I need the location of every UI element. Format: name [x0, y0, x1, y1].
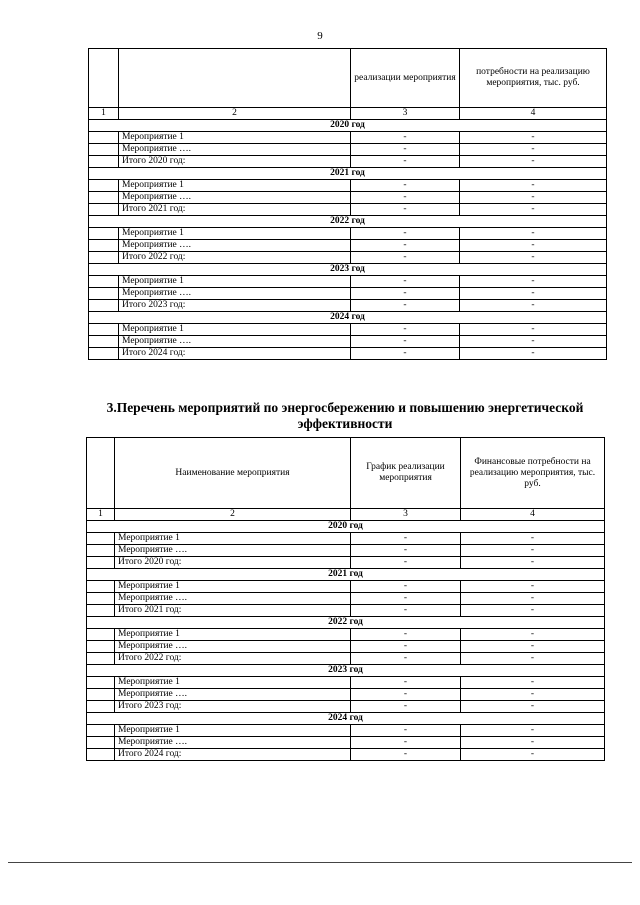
table-row	[89, 132, 607, 144]
column-number: 3	[351, 108, 460, 120]
row-number	[89, 276, 119, 288]
finance-value: -	[461, 725, 605, 737]
total-row	[89, 252, 607, 264]
measure-name: Мероприятие 1	[115, 629, 351, 641]
schedule-value: -	[351, 737, 461, 749]
schedule-value: -	[351, 725, 461, 737]
schedule-value: -	[351, 545, 461, 557]
finance-value: -	[460, 132, 607, 144]
year-label: 2022 год	[87, 617, 605, 629]
row-number	[87, 581, 115, 593]
finance-value: -	[460, 156, 607, 168]
schedule-value: -	[351, 581, 461, 593]
section-title: 3.Перечень мероприятий по энергосбережению и повышению энергетической эффективности	[106, 400, 584, 431]
header-col-schedule: График реализации мероприятия	[351, 438, 461, 509]
schedule-value: -	[351, 348, 460, 360]
column-number: 2	[115, 509, 351, 521]
measure-name: Мероприятие 1	[119, 180, 351, 192]
column-number: 3	[351, 509, 461, 521]
table-row	[87, 545, 605, 557]
measure-name: Мероприятие ….	[115, 689, 351, 701]
total-row	[89, 204, 607, 216]
year-label: 2023 год	[89, 264, 607, 276]
year-label: 2024 год	[89, 312, 607, 324]
table-row	[89, 276, 607, 288]
table-row	[87, 677, 605, 689]
year-label: 2020 год	[89, 120, 607, 132]
row-number	[89, 192, 119, 204]
year-row	[89, 312, 607, 324]
finance-value: -	[461, 653, 605, 665]
table-row	[89, 324, 607, 336]
finance-value: -	[460, 252, 607, 264]
schedule-value: -	[351, 336, 460, 348]
total-row	[89, 156, 607, 168]
total-row	[87, 749, 605, 761]
row-number	[87, 689, 115, 701]
table-row	[87, 581, 605, 593]
total-label: Итого 2020 год:	[119, 156, 351, 168]
total-label: Итого 2020 год:	[115, 557, 351, 569]
table-row	[89, 336, 607, 348]
schedule-value: -	[351, 132, 460, 144]
total-label: Итого 2024 год:	[115, 749, 351, 761]
year-row	[87, 713, 605, 725]
column-number: 2	[119, 108, 351, 120]
table-header-row	[87, 438, 605, 509]
measure-name: Мероприятие ….	[119, 240, 351, 252]
total-label: Итого 2021 год:	[115, 605, 351, 617]
row-number	[87, 677, 115, 689]
header-col-name: Наименование мероприятия	[115, 438, 351, 509]
table-row	[87, 725, 605, 737]
total-label: Итого 2021 год:	[119, 204, 351, 216]
header-col-name	[119, 49, 351, 108]
total-label: Итого 2022 год:	[115, 653, 351, 665]
schedule-value: -	[351, 593, 461, 605]
schedule-value: -	[351, 156, 460, 168]
finance-value: -	[461, 545, 605, 557]
table-header-row	[89, 49, 607, 108]
column-number: 4	[461, 509, 605, 521]
year-label: 2022 год	[89, 216, 607, 228]
table-row	[89, 288, 607, 300]
finance-value: -	[461, 737, 605, 749]
measure-name: Мероприятие ….	[119, 192, 351, 204]
row-number	[87, 545, 115, 557]
row-number	[89, 204, 119, 216]
row-number	[87, 749, 115, 761]
finance-value: -	[461, 701, 605, 713]
finance-value: -	[461, 749, 605, 761]
schedule-value: -	[351, 605, 461, 617]
year-row	[89, 168, 607, 180]
row-number	[87, 737, 115, 749]
finance-value: -	[460, 180, 607, 192]
measure-name: Мероприятие 1	[119, 228, 351, 240]
energy-saving-measures-table	[86, 437, 605, 761]
measure-name: Мероприятие 1	[115, 677, 351, 689]
table-row	[89, 228, 607, 240]
measures-table-continued	[88, 48, 607, 360]
finance-value: -	[460, 144, 607, 156]
schedule-value: -	[351, 701, 461, 713]
row-number	[89, 252, 119, 264]
total-row	[87, 701, 605, 713]
footer-divider	[8, 862, 632, 863]
finance-value: -	[460, 192, 607, 204]
row-number	[87, 725, 115, 737]
total-label: Итого 2024 год:	[119, 348, 351, 360]
row-number	[87, 557, 115, 569]
table-row	[87, 629, 605, 641]
schedule-value: -	[351, 228, 460, 240]
finance-value: -	[461, 593, 605, 605]
year-row	[87, 521, 605, 533]
year-label: 2021 год	[89, 168, 607, 180]
row-number	[87, 641, 115, 653]
row-number	[89, 240, 119, 252]
finance-value: -	[460, 240, 607, 252]
schedule-value: -	[351, 144, 460, 156]
row-number	[89, 324, 119, 336]
row-number	[89, 336, 119, 348]
total-row	[87, 653, 605, 665]
table-row	[87, 737, 605, 749]
row-number	[87, 629, 115, 641]
measure-name: Мероприятие ….	[115, 641, 351, 653]
total-label: Итого 2023 год:	[119, 300, 351, 312]
column-number: 1	[89, 108, 119, 120]
header-col-finance: потребности на реализацию мероприятия, тыс. руб.	[460, 49, 607, 108]
row-number	[89, 348, 119, 360]
finance-value: -	[461, 641, 605, 653]
year-row	[89, 120, 607, 132]
finance-value: -	[461, 677, 605, 689]
schedule-value: -	[351, 629, 461, 641]
row-number	[89, 228, 119, 240]
table-row	[89, 192, 607, 204]
schedule-value: -	[351, 641, 461, 653]
measure-name: Мероприятие 1	[115, 581, 351, 593]
row-number	[89, 180, 119, 192]
measure-name: Мероприятие ….	[115, 545, 351, 557]
total-row	[87, 605, 605, 617]
table-row	[89, 144, 607, 156]
schedule-value: -	[351, 252, 460, 264]
schedule-value: -	[351, 276, 460, 288]
schedule-value: -	[351, 533, 461, 545]
header-col-number	[89, 49, 119, 108]
total-label: Итого 2023 год:	[115, 701, 351, 713]
column-numbers-row	[89, 108, 607, 120]
finance-value: -	[460, 228, 607, 240]
header-col-number	[87, 438, 115, 509]
measure-name: Мероприятие ….	[119, 144, 351, 156]
measure-name: Мероприятие 1	[119, 276, 351, 288]
measure-name: Мероприятие 1	[115, 533, 351, 545]
table-row	[87, 533, 605, 545]
row-number	[87, 533, 115, 545]
row-number	[87, 605, 115, 617]
row-number	[89, 132, 119, 144]
year-row	[87, 617, 605, 629]
column-numbers-row	[87, 509, 605, 521]
table-row	[89, 180, 607, 192]
page-number: 9	[317, 30, 323, 42]
row-number	[89, 300, 119, 312]
column-number: 1	[87, 509, 115, 521]
finance-value: -	[460, 324, 607, 336]
schedule-value: -	[351, 689, 461, 701]
schedule-value: -	[351, 288, 460, 300]
measure-name: Мероприятие ….	[119, 336, 351, 348]
row-number	[89, 288, 119, 300]
schedule-value: -	[351, 192, 460, 204]
schedule-value: -	[351, 240, 460, 252]
measure-name: Мероприятие 1	[119, 132, 351, 144]
schedule-value: -	[351, 557, 461, 569]
schedule-value: -	[351, 677, 461, 689]
total-row	[89, 348, 607, 360]
year-label: 2024 год	[87, 713, 605, 725]
schedule-value: -	[351, 204, 460, 216]
year-label: 2021 год	[87, 569, 605, 581]
year-label: 2020 год	[87, 521, 605, 533]
table-row	[87, 593, 605, 605]
finance-value: -	[461, 557, 605, 569]
schedule-value: -	[351, 300, 460, 312]
header-col-schedule: реализации мероприятия	[351, 49, 460, 108]
year-row	[89, 264, 607, 276]
total-row	[87, 557, 605, 569]
finance-value: -	[460, 288, 607, 300]
finance-value: -	[460, 336, 607, 348]
year-label: 2023 год	[87, 665, 605, 677]
finance-value: -	[460, 276, 607, 288]
measure-name: Мероприятие 1	[119, 324, 351, 336]
schedule-value: -	[351, 749, 461, 761]
measure-name: Мероприятие 1	[115, 725, 351, 737]
row-number	[89, 156, 119, 168]
header-col-finance: Финансовые потребности на реализацию мероприятия, тыс. руб.	[461, 438, 605, 509]
finance-value: -	[461, 605, 605, 617]
finance-value: -	[460, 300, 607, 312]
total-row	[89, 300, 607, 312]
row-number	[89, 144, 119, 156]
finance-value: -	[460, 348, 607, 360]
finance-value: -	[461, 581, 605, 593]
year-row	[87, 665, 605, 677]
finance-value: -	[460, 204, 607, 216]
column-number: 4	[460, 108, 607, 120]
finance-value: -	[461, 533, 605, 545]
table-row	[89, 240, 607, 252]
measure-name: Мероприятие ….	[115, 593, 351, 605]
row-number	[87, 701, 115, 713]
year-row	[87, 569, 605, 581]
schedule-value: -	[351, 653, 461, 665]
table-row	[87, 689, 605, 701]
finance-value: -	[461, 629, 605, 641]
year-row	[89, 216, 607, 228]
schedule-value: -	[351, 180, 460, 192]
total-label: Итого 2022 год:	[119, 252, 351, 264]
finance-value: -	[461, 689, 605, 701]
table-row	[87, 641, 605, 653]
row-number	[87, 653, 115, 665]
measure-name: Мероприятие ….	[119, 288, 351, 300]
schedule-value: -	[351, 324, 460, 336]
row-number	[87, 593, 115, 605]
measure-name: Мероприятие ….	[115, 737, 351, 749]
